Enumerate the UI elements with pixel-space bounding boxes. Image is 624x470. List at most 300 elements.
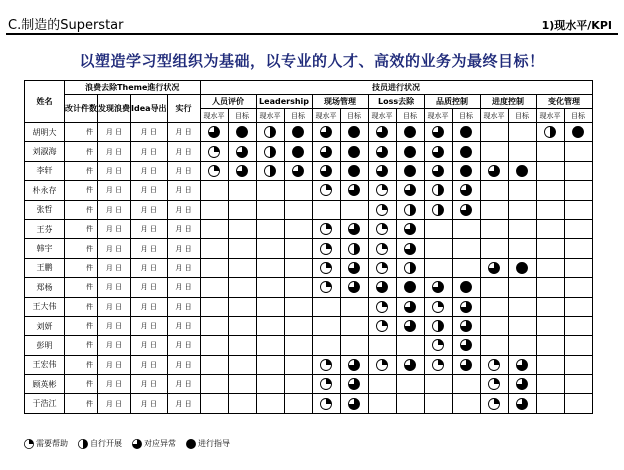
level-3-icon — [432, 281, 444, 293]
count-cell: 件 — [65, 123, 98, 142]
legend-item — [24, 438, 68, 449]
level-4-icon — [460, 146, 472, 158]
employee-name: 刘妍 — [25, 316, 65, 335]
level-4-icon — [348, 146, 360, 158]
current-level-cell — [200, 278, 228, 297]
target-level-cell — [228, 297, 256, 316]
level-3-icon — [516, 398, 528, 410]
current-level-cell — [480, 316, 508, 335]
level-2-icon — [404, 262, 416, 274]
level-1-icon — [320, 378, 332, 390]
target-level-cell — [284, 161, 312, 180]
target-level-cell — [284, 297, 312, 316]
employee-name: 郑杨 — [25, 278, 65, 297]
table-row — [25, 355, 593, 374]
date-cell: 月 日 — [131, 258, 168, 277]
level-4-icon — [292, 126, 304, 138]
skill-header: 现场管理 — [312, 95, 368, 109]
target-level-cell — [228, 336, 256, 355]
level-3-icon — [404, 359, 416, 371]
level-1-icon — [320, 223, 332, 235]
current-level-cell — [256, 336, 284, 355]
level-3-icon — [348, 378, 360, 390]
current-level-cell — [368, 200, 396, 219]
current-level-cell — [536, 219, 564, 238]
date-cell: 月 日 — [167, 219, 200, 238]
current-level-cell — [480, 336, 508, 355]
employee-name: 胡明大 — [25, 123, 65, 142]
theme-group-header: 浪费去除Theme進行状况 — [65, 81, 201, 95]
table-row — [25, 142, 593, 161]
level-3-icon — [376, 146, 388, 158]
count-cell: 件 — [65, 316, 98, 335]
target-level-cell — [340, 181, 368, 200]
level-3-icon — [320, 126, 332, 138]
date-cell: 月 日 — [167, 316, 200, 335]
current-level-cell — [424, 161, 452, 180]
target-level-cell — [452, 123, 480, 142]
current-level-cell — [536, 297, 564, 316]
level-4-icon — [572, 126, 584, 138]
table-row — [25, 278, 593, 297]
target-level-cell — [508, 278, 536, 297]
date-cell: 月 日 — [167, 200, 200, 219]
current-level-cell — [424, 278, 452, 297]
target-level-cell — [508, 375, 536, 394]
level-2-icon — [78, 439, 88, 449]
current-level-cell — [480, 278, 508, 297]
level-1-icon — [432, 359, 444, 371]
current-level-cell — [256, 316, 284, 335]
current-level-cell — [480, 200, 508, 219]
count-cell: 件 — [65, 258, 98, 277]
level-3-icon — [460, 359, 472, 371]
current-level-header: 现水平 — [480, 109, 508, 123]
date-cell: 月 日 — [167, 123, 200, 142]
table-row — [25, 297, 593, 316]
level-4-icon — [404, 146, 416, 158]
target-level-cell — [564, 316, 592, 335]
date-cell: 月 日 — [131, 123, 168, 142]
current-level-cell — [424, 123, 452, 142]
current-level-cell — [256, 297, 284, 316]
target-level-cell — [564, 161, 592, 180]
level-3-icon — [348, 262, 360, 274]
skill-group-header: 技员进行状况 — [200, 81, 592, 95]
current-level-cell — [368, 355, 396, 374]
target-level-cell — [396, 355, 424, 374]
page-header — [0, 0, 624, 38]
legend-label: 自行开展 — [90, 439, 122, 448]
current-level-cell — [536, 278, 564, 297]
current-level-cell — [200, 316, 228, 335]
level-4-icon — [292, 146, 304, 158]
target-level-cell — [340, 239, 368, 258]
level-4-icon — [404, 126, 416, 138]
count-cell: 件 — [65, 278, 98, 297]
level-2-icon — [264, 165, 276, 177]
target-level-cell — [564, 375, 592, 394]
target-level-cell — [284, 123, 312, 142]
current-level-cell — [256, 123, 284, 142]
level-3-icon — [488, 262, 500, 274]
current-level-cell — [368, 394, 396, 413]
level-4-icon — [460, 126, 472, 138]
date-cell: 月 日 — [167, 142, 200, 161]
target-level-cell — [452, 239, 480, 258]
date-cell: 月 日 — [98, 239, 131, 258]
level-3-icon — [236, 146, 248, 158]
current-level-cell — [368, 297, 396, 316]
current-level-cell — [536, 336, 564, 355]
current-level-cell — [480, 394, 508, 413]
theme-col-header: 实行 — [167, 95, 200, 123]
date-cell: 月 日 — [131, 394, 168, 413]
current-level-cell — [312, 181, 340, 200]
employee-name: 刘淑海 — [25, 142, 65, 161]
current-level-cell — [312, 297, 340, 316]
level-2-icon — [432, 204, 444, 216]
target-level-cell — [452, 258, 480, 277]
current-level-cell — [312, 142, 340, 161]
target-level-cell — [564, 394, 592, 413]
target-level-cell — [508, 200, 536, 219]
current-level-cell — [256, 278, 284, 297]
date-cell: 月 日 — [98, 181, 131, 200]
date-cell: 月 日 — [131, 336, 168, 355]
target-level-cell — [340, 375, 368, 394]
current-level-cell — [424, 142, 452, 161]
target-level-header: 目标 — [452, 109, 480, 123]
level-4-icon — [348, 126, 360, 138]
target-level-cell — [508, 181, 536, 200]
level-3-icon — [404, 243, 416, 255]
date-cell: 月 日 — [167, 375, 200, 394]
date-cell: 月 日 — [131, 142, 168, 161]
target-level-cell — [396, 123, 424, 142]
employee-name: 王大伟 — [25, 297, 65, 316]
target-level-cell — [452, 316, 480, 335]
current-level-cell — [312, 394, 340, 413]
current-level-cell — [200, 239, 228, 258]
theme-col-header: Idea导出 — [131, 95, 168, 123]
employee-name: 张哲 — [25, 200, 65, 219]
legend-label: 需要帮助 — [36, 439, 68, 448]
date-cell: 月 日 — [98, 355, 131, 374]
date-cell: 月 日 — [131, 278, 168, 297]
level-3-icon — [208, 126, 220, 138]
target-level-cell — [340, 123, 368, 142]
current-level-cell — [424, 181, 452, 200]
date-cell: 月 日 — [167, 278, 200, 297]
level-4-icon — [516, 262, 528, 274]
current-level-cell — [312, 239, 340, 258]
target-level-cell — [228, 181, 256, 200]
target-level-cell — [396, 219, 424, 238]
level-3-icon — [348, 359, 360, 371]
count-cell: 件 — [65, 200, 98, 219]
date-cell: 月 日 — [98, 123, 131, 142]
current-level-cell — [424, 375, 452, 394]
target-level-cell — [452, 181, 480, 200]
target-level-cell — [396, 161, 424, 180]
current-level-cell — [536, 316, 564, 335]
level-3-icon — [404, 223, 416, 235]
level-1-icon — [376, 243, 388, 255]
target-level-cell — [396, 181, 424, 200]
current-level-cell — [200, 375, 228, 394]
current-level-cell — [368, 219, 396, 238]
date-cell: 月 日 — [98, 161, 131, 180]
current-level-cell — [368, 161, 396, 180]
target-level-cell — [396, 375, 424, 394]
table-row — [25, 181, 593, 200]
level-1-icon — [376, 301, 388, 313]
target-level-cell — [452, 375, 480, 394]
level-3-icon — [460, 204, 472, 216]
level-3-icon — [348, 281, 360, 293]
table-row — [25, 258, 593, 277]
level-1-icon — [320, 243, 332, 255]
target-level-cell — [340, 278, 368, 297]
count-cell: 件 — [65, 394, 98, 413]
count-cell: 件 — [65, 297, 98, 316]
current-level-cell — [424, 219, 452, 238]
level-3-icon — [376, 126, 388, 138]
level-1-icon — [24, 439, 34, 449]
date-cell: 月 日 — [167, 297, 200, 316]
current-level-cell — [536, 142, 564, 161]
current-level-cell — [312, 219, 340, 238]
target-level-cell — [396, 336, 424, 355]
level-1-icon — [320, 281, 332, 293]
level-4-icon — [404, 281, 416, 293]
current-level-cell — [480, 375, 508, 394]
target-level-cell — [508, 239, 536, 258]
level-3-icon — [236, 165, 248, 177]
section-code: 1)现水平/KPI — [541, 19, 612, 32]
level-1-icon — [488, 378, 500, 390]
current-level-cell — [424, 355, 452, 374]
target-level-cell — [284, 316, 312, 335]
employee-name: 顾英彬 — [25, 375, 65, 394]
target-level-cell — [284, 239, 312, 258]
current-level-cell — [536, 181, 564, 200]
date-cell: 月 日 — [98, 142, 131, 161]
date-cell: 月 日 — [98, 336, 131, 355]
level-2-icon — [264, 126, 276, 138]
level-4-icon — [460, 165, 472, 177]
level-3-icon — [488, 165, 500, 177]
level-3-icon — [460, 339, 472, 351]
target-level-header: 目标 — [284, 109, 312, 123]
current-level-cell — [368, 142, 396, 161]
level-2-icon — [432, 184, 444, 196]
level-1-icon — [320, 398, 332, 410]
count-cell: 件 — [65, 336, 98, 355]
target-level-cell — [284, 394, 312, 413]
current-level-cell — [256, 394, 284, 413]
count-cell: 件 — [65, 161, 98, 180]
current-level-cell — [480, 355, 508, 374]
current-level-cell — [256, 375, 284, 394]
target-level-cell — [228, 200, 256, 219]
target-level-cell — [508, 161, 536, 180]
target-level-cell — [340, 355, 368, 374]
target-level-cell — [396, 394, 424, 413]
date-cell: 月 日 — [167, 394, 200, 413]
current-level-cell — [536, 161, 564, 180]
target-level-cell — [340, 161, 368, 180]
current-level-cell — [200, 219, 228, 238]
target-level-header: 目标 — [564, 109, 592, 123]
target-level-header: 目标 — [396, 109, 424, 123]
date-cell: 月 日 — [98, 258, 131, 277]
target-level-cell — [228, 355, 256, 374]
table-row — [25, 316, 593, 335]
current-level-cell — [424, 258, 452, 277]
level-1-icon — [320, 262, 332, 274]
current-level-cell — [312, 316, 340, 335]
current-level-cell — [256, 258, 284, 277]
target-level-cell — [396, 297, 424, 316]
count-cell: 件 — [65, 142, 98, 161]
level-2-icon — [348, 243, 360, 255]
level-1-icon — [320, 359, 332, 371]
employee-name: 王宏伟 — [25, 355, 65, 374]
target-level-cell — [340, 219, 368, 238]
level-1-icon — [376, 359, 388, 371]
count-cell: 件 — [65, 355, 98, 374]
legend-item — [78, 438, 122, 449]
target-level-cell — [564, 219, 592, 238]
table-row — [25, 123, 593, 142]
skill-header: 进度控制 — [480, 95, 536, 109]
target-level-cell — [284, 142, 312, 161]
theme-col-header: 改计件数 — [65, 95, 98, 123]
skill-header: Loss去除 — [368, 95, 424, 109]
target-level-cell — [284, 355, 312, 374]
target-level-cell — [284, 200, 312, 219]
level-3-icon — [376, 165, 388, 177]
level-3-icon — [460, 301, 472, 313]
date-cell: 月 日 — [167, 258, 200, 277]
current-level-cell — [200, 200, 228, 219]
level-4-icon — [460, 281, 472, 293]
target-level-cell — [564, 336, 592, 355]
target-level-cell — [284, 278, 312, 297]
level-3-icon — [432, 165, 444, 177]
employee-name: 王鹏 — [25, 258, 65, 277]
target-level-cell — [228, 316, 256, 335]
current-level-cell — [368, 239, 396, 258]
employee-name: 韩宇 — [25, 239, 65, 258]
target-level-cell — [508, 297, 536, 316]
level-1-icon — [488, 398, 500, 410]
current-level-header: 现水平 — [536, 109, 564, 123]
current-level-cell — [200, 336, 228, 355]
current-level-header: 现水平 — [368, 109, 396, 123]
current-level-cell — [312, 355, 340, 374]
level-3-icon — [292, 165, 304, 177]
current-level-cell — [536, 200, 564, 219]
level-3-icon — [432, 126, 444, 138]
current-level-cell — [424, 200, 452, 219]
target-level-cell — [228, 239, 256, 258]
target-level-cell — [228, 258, 256, 277]
current-level-cell — [480, 239, 508, 258]
current-level-cell — [200, 142, 228, 161]
level-3-icon — [348, 398, 360, 410]
skill-header: 品质控制 — [424, 95, 480, 109]
table-row — [25, 375, 593, 394]
current-level-cell — [480, 181, 508, 200]
target-level-cell — [396, 200, 424, 219]
date-cell: 月 日 — [98, 316, 131, 335]
date-cell: 月 日 — [131, 375, 168, 394]
level-2-icon — [264, 146, 276, 158]
current-level-cell — [480, 258, 508, 277]
target-level-cell — [564, 142, 592, 161]
date-cell: 月 日 — [131, 200, 168, 219]
level-1-icon — [208, 165, 220, 177]
count-cell: 件 — [65, 219, 98, 238]
current-level-cell — [424, 297, 452, 316]
current-level-cell — [480, 142, 508, 161]
level-2-icon — [404, 204, 416, 216]
current-level-cell — [480, 161, 508, 180]
target-level-cell — [228, 123, 256, 142]
level-3-icon — [404, 320, 416, 332]
current-level-cell — [312, 375, 340, 394]
target-level-cell — [396, 316, 424, 335]
level-3-icon — [132, 439, 142, 449]
level-1-icon — [432, 339, 444, 351]
theme-col-header: 发现浪费 — [98, 95, 131, 123]
level-3-icon — [320, 146, 332, 158]
level-3-icon — [348, 223, 360, 235]
target-level-cell — [452, 297, 480, 316]
current-level-cell — [312, 123, 340, 142]
name-header: 姓名 — [25, 81, 65, 123]
target-level-cell — [228, 219, 256, 238]
target-level-cell — [228, 161, 256, 180]
target-level-cell — [564, 258, 592, 277]
legend-label: 对应异常 — [144, 439, 176, 448]
level-2-icon — [432, 320, 444, 332]
count-cell: 件 — [65, 181, 98, 200]
level-1-icon — [376, 184, 388, 196]
target-level-cell — [228, 375, 256, 394]
current-level-cell — [536, 355, 564, 374]
target-level-cell — [508, 355, 536, 374]
target-level-cell — [564, 355, 592, 374]
level-1-icon — [376, 223, 388, 235]
target-level-cell — [564, 200, 592, 219]
date-cell: 月 日 — [98, 219, 131, 238]
target-level-cell — [452, 142, 480, 161]
current-level-cell — [368, 316, 396, 335]
legend-item — [132, 438, 176, 449]
target-level-cell — [284, 336, 312, 355]
target-level-cell — [508, 258, 536, 277]
employee-name: 朴永存 — [25, 181, 65, 200]
target-level-cell — [284, 375, 312, 394]
target-level-cell — [564, 123, 592, 142]
target-level-cell — [396, 239, 424, 258]
level-4-icon — [404, 165, 416, 177]
target-level-cell — [508, 123, 536, 142]
